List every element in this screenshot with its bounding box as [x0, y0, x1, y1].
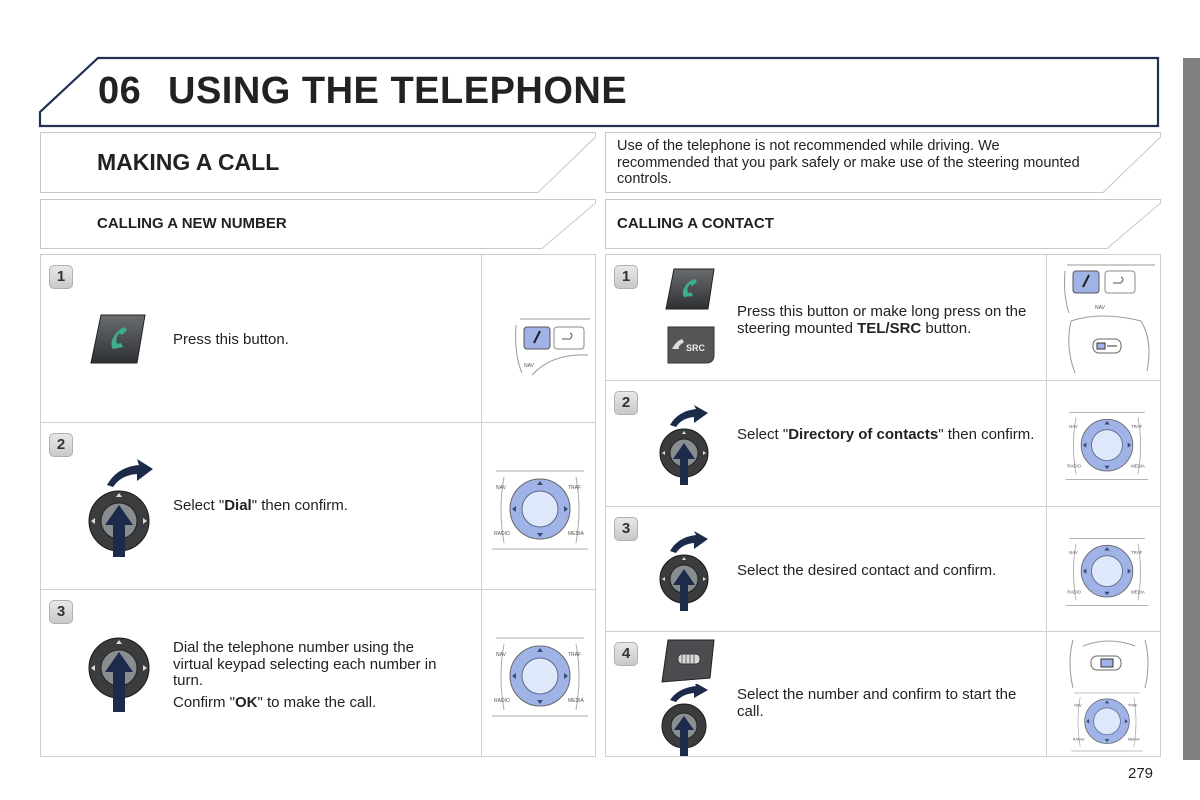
svg-text:NAV: NAV [1069, 423, 1078, 429]
chapter-side-tab [1183, 58, 1200, 760]
svg-text:MEDIA: MEDIA [1127, 737, 1140, 742]
step-number-badge: 3 [49, 600, 73, 624]
section-title: MAKING A CALL [97, 149, 280, 175]
left-steps-table [40, 254, 596, 757]
step-illustration [1046, 632, 1160, 756]
svg-text:TRAF: TRAF [1131, 423, 1143, 429]
svg-text:TRAF: TRAF [1131, 549, 1143, 555]
navigation-dial-illustration [490, 634, 590, 720]
step-illustration [1046, 507, 1160, 631]
page-number: 279 [1128, 765, 1154, 782]
navigation-dial-illustration [1059, 535, 1155, 609]
svg-text:TRAF: TRAF [568, 652, 582, 658]
svg-text:NAV: NAV [1095, 305, 1105, 311]
step-number-badge: 1 [49, 265, 73, 289]
step-text: Select the desired contact and confirm. [737, 562, 997, 579]
step-illustration [481, 255, 595, 422]
step-number-badge: 1 [614, 265, 638, 289]
step-number-badge: 4 [614, 642, 638, 666]
rotary-knob-push-icon [658, 531, 718, 611]
svg-text:TRAF: TRAF [1127, 703, 1138, 708]
step-text: Press this button. [173, 331, 289, 348]
svg-text:RADIO: RADIO [494, 531, 510, 537]
step-text: Select "Directory of contacts" then confirm. [737, 426, 1035, 443]
svg-text:MEDIA: MEDIA [1131, 589, 1145, 595]
svg-text:NAV: NAV [496, 652, 506, 658]
step-row [606, 507, 1160, 632]
chapter-number: 06 [98, 70, 142, 112]
steering-tel-src-button-icon [664, 325, 718, 365]
section-bar-making-a-call [40, 132, 596, 193]
step-row [41, 423, 595, 590]
navigation-dial-illustration [1059, 409, 1155, 483]
steering-scroll-wheel-icon [660, 638, 716, 684]
subsection-title: CALLING A NEW NUMBER [97, 215, 287, 232]
step-row [606, 632, 1160, 756]
steering-wheel-control-illustration [1063, 636, 1155, 690]
svg-text:RADIO: RADIO [494, 698, 510, 704]
subsection-bar-contact [605, 199, 1161, 249]
navigation-dial-illustration [490, 467, 590, 553]
navigation-dial-illustration [1059, 690, 1155, 754]
step-illustration [1046, 381, 1160, 506]
svg-text:MEDIA: MEDIA [568, 698, 584, 704]
warning-text: Use of the telephone is not recommended while driving. We recommended that you park safely or make use of the steering mounted controls. [617, 138, 1080, 187]
svg-text:MEDIA: MEDIA [1131, 463, 1145, 469]
svg-text:NAV: NAV [1069, 549, 1078, 555]
svg-text:NAV: NAV [524, 363, 534, 369]
rotary-knob-push-icon [87, 634, 159, 714]
svg-text:RADIO: RADIO [1072, 737, 1085, 742]
step-row [606, 255, 1160, 381]
step-text: Select the number and confirm to start the call. [737, 686, 1017, 720]
phone-button-icon [664, 267, 716, 311]
svg-text:MEDIA: MEDIA [568, 531, 584, 537]
svg-text:RADIO: RADIO [1067, 589, 1082, 595]
warning-bar [605, 132, 1161, 193]
console-and-steering-illustration [1061, 261, 1157, 375]
step-illustration [481, 590, 595, 756]
subsection-title: CALLING A CONTACT [617, 215, 774, 232]
right-steps-table [605, 254, 1161, 757]
svg-text:SRC: SRC [686, 343, 706, 353]
step-text: Select "Dial" then confirm. [173, 497, 348, 514]
step-number-badge: 3 [614, 517, 638, 541]
step-row [41, 590, 595, 756]
rotary-knob-push-icon [658, 405, 718, 485]
svg-text:NAV: NAV [496, 485, 506, 491]
subsection-bar-new-number [40, 199, 596, 249]
phone-button-icon [89, 313, 147, 365]
chapter-title: USING THE TELEPHONE [168, 70, 628, 112]
step-illustration [1046, 255, 1160, 380]
svg-text:RADIO: RADIO [1067, 463, 1082, 469]
step-row [41, 255, 595, 423]
step-text: Dial the telephone number using the virtual keypad selecting each number in turn. Confirm "OK" to make the call. [173, 639, 437, 711]
console-phone-button-illustration [512, 315, 592, 377]
step-row [606, 381, 1160, 507]
svg-text:NAV: NAV [1074, 703, 1082, 708]
step-text: Press this button or make long press on the steering mounted TEL/SRC button. [737, 303, 1027, 337]
rotary-knob-push-icon [87, 459, 159, 559]
svg-text:TRAF: TRAF [568, 485, 582, 491]
rotary-knob-push-icon [658, 684, 718, 756]
step-number-badge: 2 [49, 433, 73, 457]
step-number-badge: 2 [614, 391, 638, 415]
step-illustration [481, 423, 595, 589]
